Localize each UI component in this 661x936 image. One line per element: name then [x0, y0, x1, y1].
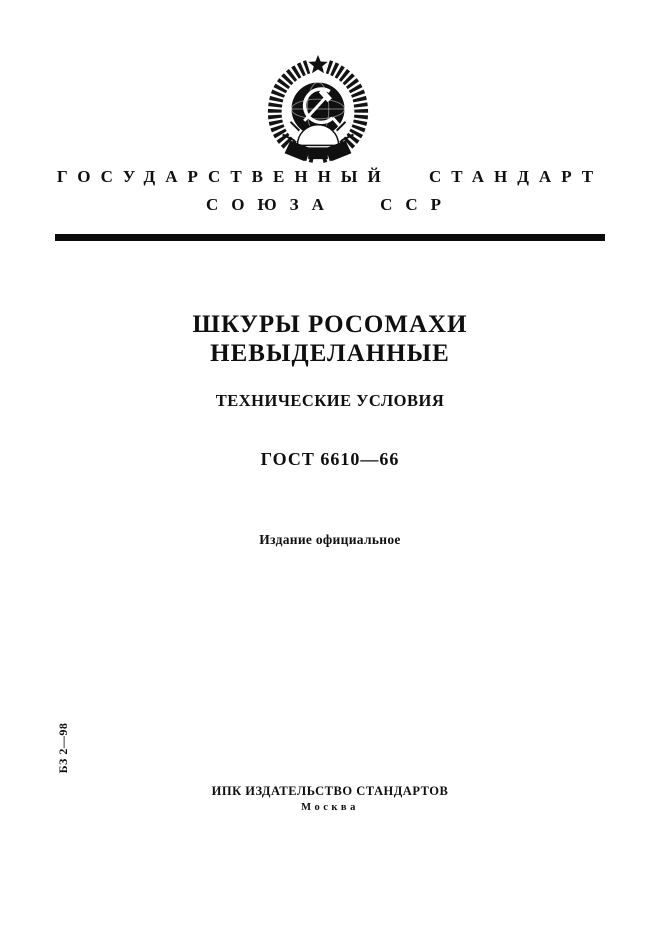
header-line1: ГОСУДАРСТВЕННЫЙ СТАНДАРТ — [56, 167, 604, 186]
ussr-emblem-icon — [263, 54, 373, 166]
edition-note: Издание официальное — [259, 532, 401, 547]
subtitle: ТЕХНИЧЕСКИЕ УСЛОВИЯ — [215, 391, 445, 410]
city-line: Москва — [301, 802, 359, 813]
divider-bar — [55, 234, 605, 241]
emblem-star — [308, 55, 327, 73]
publisher-line: ИПК ИЗДАТЕЛЬСТВО СТАНДАРТОВ — [211, 784, 449, 798]
title-line1: ШКУРЫ РОСОМАХИ — [192, 311, 468, 338]
margin-side-code: БЗ 2—98 — [56, 722, 70, 774]
header-line2: СОЮЗА ССР — [205, 195, 455, 214]
ussr-coat-of-arms — [263, 54, 373, 166]
title-line2: НЕВЫДЕЛАННЫЕ — [210, 340, 450, 367]
doc-number: ГОСТ 6610—66 — [260, 449, 400, 469]
